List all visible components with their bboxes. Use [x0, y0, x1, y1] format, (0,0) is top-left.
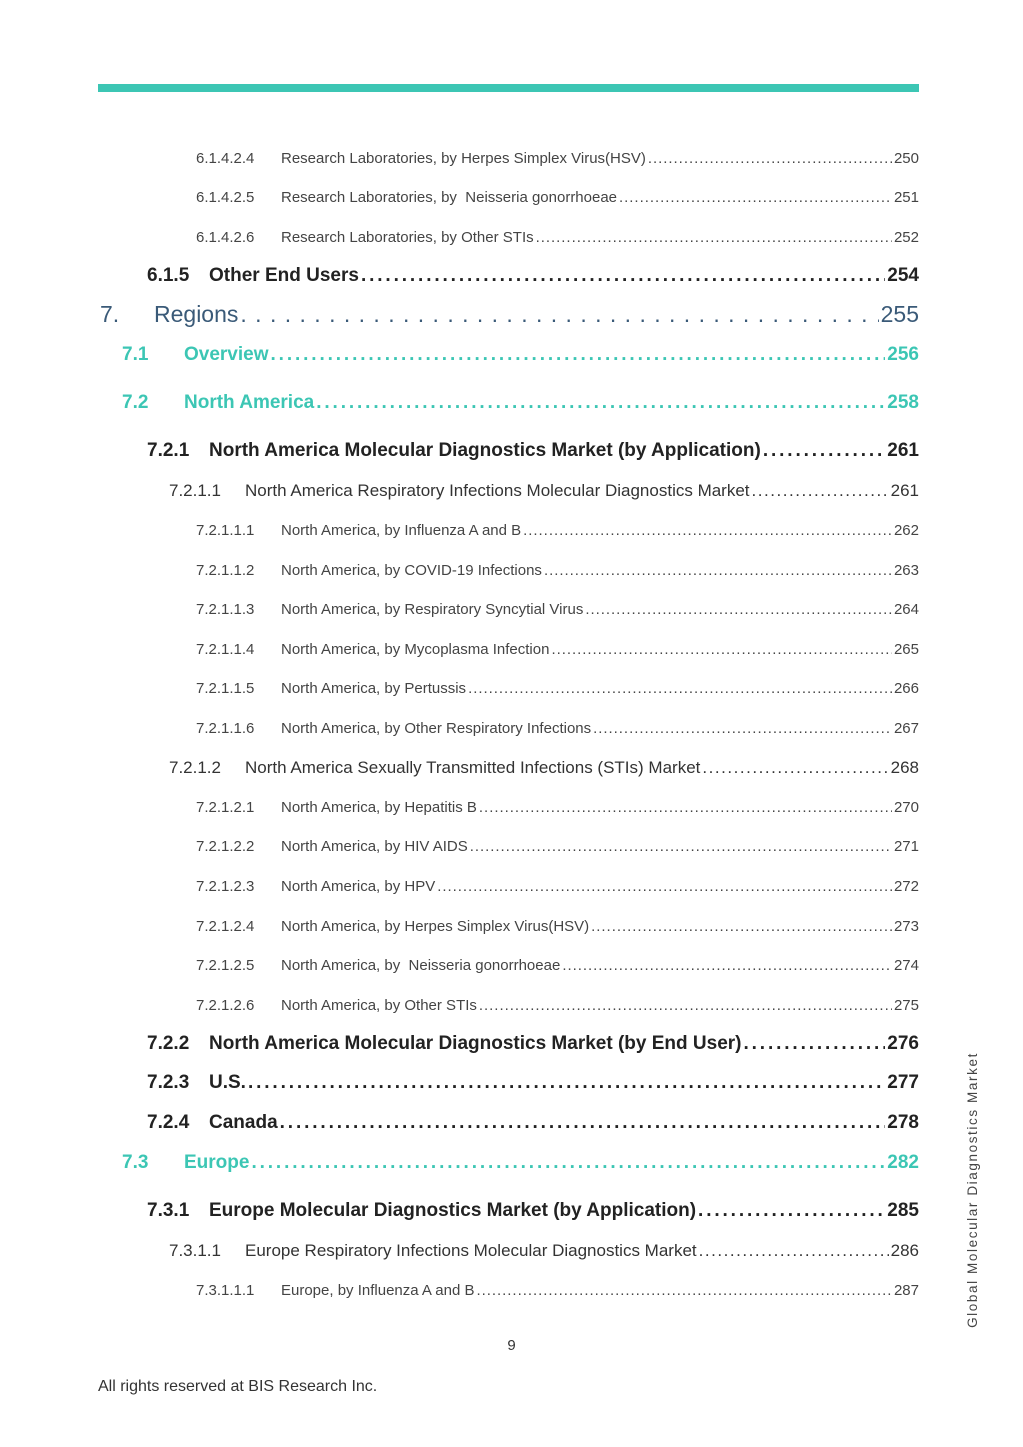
- toc-entry-title: North America Respiratory Infections Molecular Diagnostics Market: [245, 481, 750, 500]
- toc-leader-dots: [593, 720, 892, 737]
- toc-entry-page: 285: [887, 1200, 919, 1221]
- toc-leader-dots: [619, 189, 892, 206]
- toc-entry[interactable]: [196, 189, 919, 206]
- toc-entry[interactable]: [196, 150, 919, 167]
- toc-entry-title: Overview: [184, 344, 269, 365]
- toc-entry-title: Regions: [154, 301, 239, 327]
- toc-entry-title: North America, by Influenza A and B: [281, 522, 522, 539]
- toc-entry[interactable]: [147, 440, 919, 462]
- toc-entry[interactable]: [147, 1072, 919, 1094]
- toc-entry-page: 258: [887, 392, 919, 413]
- toc-entry-page: 273: [893, 918, 919, 935]
- toc-entry-number: 6.1.4.2.6: [196, 229, 255, 246]
- toc-entry-title: North America, by Other Respiratory Infections: [281, 720, 592, 737]
- toc-entry-page: 270: [893, 799, 919, 816]
- toc-entry-number: 7.2.1.2.5: [196, 957, 255, 974]
- toc-entry-number: 7.2.1.2.1: [196, 799, 255, 816]
- toc-entry[interactable]: [196, 229, 919, 246]
- toc-entry-title: North America, by HIV AIDS: [281, 838, 468, 855]
- toc-leader-dots: [752, 481, 889, 501]
- toc-entry-number: 6.1.4.2.4: [196, 150, 255, 167]
- toc-entry-title: North America Molecular Diagnostics Market (by End User): [209, 1033, 742, 1054]
- toc-entry-page: 266: [893, 680, 919, 697]
- toc-entry-page: 287: [893, 1282, 919, 1299]
- toc-entry[interactable]: [169, 1241, 919, 1261]
- toc-entry-page: 264: [893, 601, 919, 618]
- toc-leader-dots: [699, 1241, 889, 1261]
- toc-entry[interactable]: [196, 680, 919, 697]
- toc-entry-title: Europe Respiratory Infections Molecular Diagnostics Market: [245, 1241, 697, 1260]
- toc-entry[interactable]: [196, 957, 919, 974]
- toc-entry-number: 7.2.1.1.5: [196, 680, 255, 697]
- toc-entry-title: Canada: [209, 1112, 278, 1133]
- toc-entry-number: 7.3: [122, 1152, 149, 1173]
- toc-entry-title: U.S.: [209, 1072, 246, 1093]
- toc-entry[interactable]: [196, 997, 919, 1014]
- toc-entry-title: North America, by HPV: [281, 878, 436, 895]
- toc-leader-dots: [585, 601, 892, 618]
- toc-entry-title: North America Molecular Diagnostics Market (by Application): [209, 440, 761, 461]
- toc-entry-page: 263: [893, 562, 919, 579]
- toc-entry-title: North America, by Respiratory Syncytial Virus: [281, 601, 584, 618]
- toc-entry-title: North America, by COVID-19 Infections: [281, 562, 542, 579]
- toc-entry-page: 277: [887, 1072, 919, 1093]
- toc-section[interactable]: [122, 392, 919, 414]
- toc-entry-title: North America, by Pertussis: [281, 680, 467, 697]
- toc-entry-page: 278: [887, 1112, 919, 1133]
- toc-entry-page: 272: [893, 878, 919, 895]
- toc-entry-title: Europe, by Influenza A and B: [281, 1282, 475, 1299]
- toc-entry[interactable]: [196, 601, 919, 618]
- toc-leader-dots: [591, 918, 892, 935]
- toc-section[interactable]: [122, 1152, 919, 1174]
- toc-entry-title: Research Laboratories, by Herpes Simplex Virus(HSV): [281, 150, 646, 167]
- toc-leader-dots: [468, 680, 892, 697]
- toc-leader-dots: [437, 878, 892, 895]
- toc-entry-number: 7.2.1.1.6: [196, 720, 255, 737]
- toc-entry[interactable]: [196, 641, 919, 658]
- toc-entry-page: 256: [887, 344, 919, 365]
- toc-entry[interactable]: [147, 1112, 919, 1134]
- toc-entry[interactable]: [196, 720, 919, 737]
- toc-entry-page: 250: [893, 150, 919, 167]
- toc-entry-number: 7.3.1: [147, 1200, 190, 1221]
- toc-entry-number: 7.2.3: [147, 1072, 190, 1093]
- toc-leader-dots: [763, 440, 885, 462]
- toc-entry-page: 254: [887, 265, 919, 286]
- toc-entry-number: 7.: [100, 301, 120, 327]
- toc-leader-dots: [251, 1152, 885, 1174]
- toc-leader-dots: [248, 1072, 885, 1094]
- toc-entry-number: 7.2.1.2.3: [196, 878, 255, 895]
- toc-entry-number: 7.2.1.1.4: [196, 641, 255, 658]
- toc-leader-dots: [476, 1282, 891, 1299]
- toc-entry-title: Research Laboratories, by Other STIs: [281, 229, 534, 246]
- toc-entry-title: North America: [184, 392, 315, 413]
- toc-chapter[interactable]: [100, 301, 919, 328]
- toc-leader-dots: [698, 1200, 885, 1222]
- toc-entry-page: 261: [887, 440, 919, 461]
- toc-section[interactable]: [122, 344, 919, 366]
- toc-leader-dots: [536, 229, 892, 246]
- toc-entry-page: 262: [893, 522, 919, 539]
- toc-entry-number: 7.2.1.2.2: [196, 838, 255, 855]
- toc-entry-page: 268: [890, 758, 919, 777]
- footer-copyright: All rights reserved at BIS Research Inc.: [98, 1378, 378, 1395]
- toc-entry[interactable]: [147, 1033, 919, 1055]
- toc-entry[interactable]: [169, 481, 919, 501]
- toc-leader-dots: [648, 150, 892, 167]
- toc-leader-dots: [544, 562, 892, 579]
- toc-entry-number: 7.3.1.1.1: [196, 1282, 255, 1299]
- toc-entry-number: 7.2.1.2.4: [196, 918, 255, 935]
- toc-entry-number: 7.2.1.1.3: [196, 601, 255, 618]
- toc-entry[interactable]: [196, 799, 919, 816]
- toc-leader-dots: [361, 265, 885, 287]
- toc-leader-dots: [479, 799, 892, 816]
- toc-entry-page: 274: [893, 957, 919, 974]
- toc-entry[interactable]: [196, 918, 919, 935]
- toc-leader-dots: [271, 344, 886, 366]
- toc-entry-title: Other End Users: [209, 265, 359, 286]
- page-number: 9: [507, 1337, 516, 1354]
- toc-entry-number: 7.2.4: [147, 1112, 190, 1133]
- toc-entry-number: 7.3.1.1: [169, 1241, 221, 1260]
- toc-entry-page: 286: [890, 1241, 919, 1260]
- toc-leader-dots: [551, 641, 892, 658]
- toc-entry[interactable]: [196, 1282, 919, 1299]
- toc-leader-dots: [562, 957, 892, 974]
- toc-entry-number: 7.2.1.1.2: [196, 562, 255, 579]
- side-report-title: Global Molecular Diagnostics Market: [965, 1052, 980, 1328]
- toc-entry-number: 7.1: [122, 344, 149, 365]
- toc-entry-number: 7.2.1: [147, 440, 190, 461]
- toc-entry-page: 275: [893, 997, 919, 1014]
- toc-entry-page: 271: [893, 838, 919, 855]
- toc-entry-title: North America, by Other STIs: [281, 997, 477, 1014]
- toc-entry-number: 7.2.1.1: [169, 481, 221, 500]
- toc-leader-dots: [523, 522, 892, 539]
- toc-entry-number: 6.1.4.2.5: [196, 189, 255, 206]
- toc-entry-number: 6.1.5: [147, 265, 190, 286]
- toc-entry[interactable]: [196, 878, 919, 895]
- toc-entry-page: 261: [890, 481, 919, 500]
- toc-entry[interactable]: [196, 838, 919, 855]
- toc-leader-dots: [743, 1033, 885, 1055]
- toc-entry-page: 251: [893, 189, 919, 206]
- toc-leader-dots: [702, 758, 888, 778]
- toc-entry-title: North America, by Hepatitis B: [281, 799, 477, 816]
- toc-leader-dots: [470, 838, 892, 855]
- toc-entry[interactable]: [169, 758, 919, 778]
- toc-leader-dots: [316, 392, 885, 414]
- toc-entry-page: 255: [880, 301, 919, 327]
- toc-entry-title: Europe: [184, 1152, 250, 1173]
- toc-entry-number: 7.2.1.2: [169, 758, 221, 777]
- toc-leader-dots: [280, 1112, 886, 1134]
- toc-entry-title: North America, by Neisseria gonorrhoeae: [281, 957, 561, 974]
- toc-entry[interactable]: [196, 522, 919, 539]
- toc-entry-title: Research Laboratories, by Neisseria gonorrhoeae: [281, 189, 618, 206]
- toc-entry-number: 7.2: [122, 392, 149, 413]
- toc-entry-number: 7.2.1.2.6: [196, 997, 255, 1014]
- toc-entry-title: North America Sexually Transmitted Infections (STIs) Market: [245, 758, 701, 777]
- toc-entry-page: 252: [893, 229, 919, 246]
- toc-entry-number: 7.2.1.1.1: [196, 522, 255, 539]
- toc-entry[interactable]: [196, 562, 919, 579]
- toc-leader-dots: [479, 997, 892, 1014]
- toc-entry-title: North America, by Mycoplasma Infection: [281, 641, 550, 658]
- toc-leader-dots: [240, 301, 878, 328]
- toc-entry-page: 276: [887, 1033, 919, 1054]
- toc-entry-page: 265: [893, 641, 919, 658]
- toc-entry[interactable]: [147, 1200, 919, 1222]
- toc-entry-title: Europe Molecular Diagnostics Market (by Application): [209, 1200, 697, 1221]
- toc-entry[interactable]: [147, 265, 919, 287]
- toc-entry-page: 282: [887, 1152, 919, 1173]
- toc-entry-page: 267: [893, 720, 919, 737]
- toc-entry-title: North America, by Herpes Simplex Virus(HSV): [281, 918, 590, 935]
- toc-entry-number: 7.2.2: [147, 1033, 190, 1054]
